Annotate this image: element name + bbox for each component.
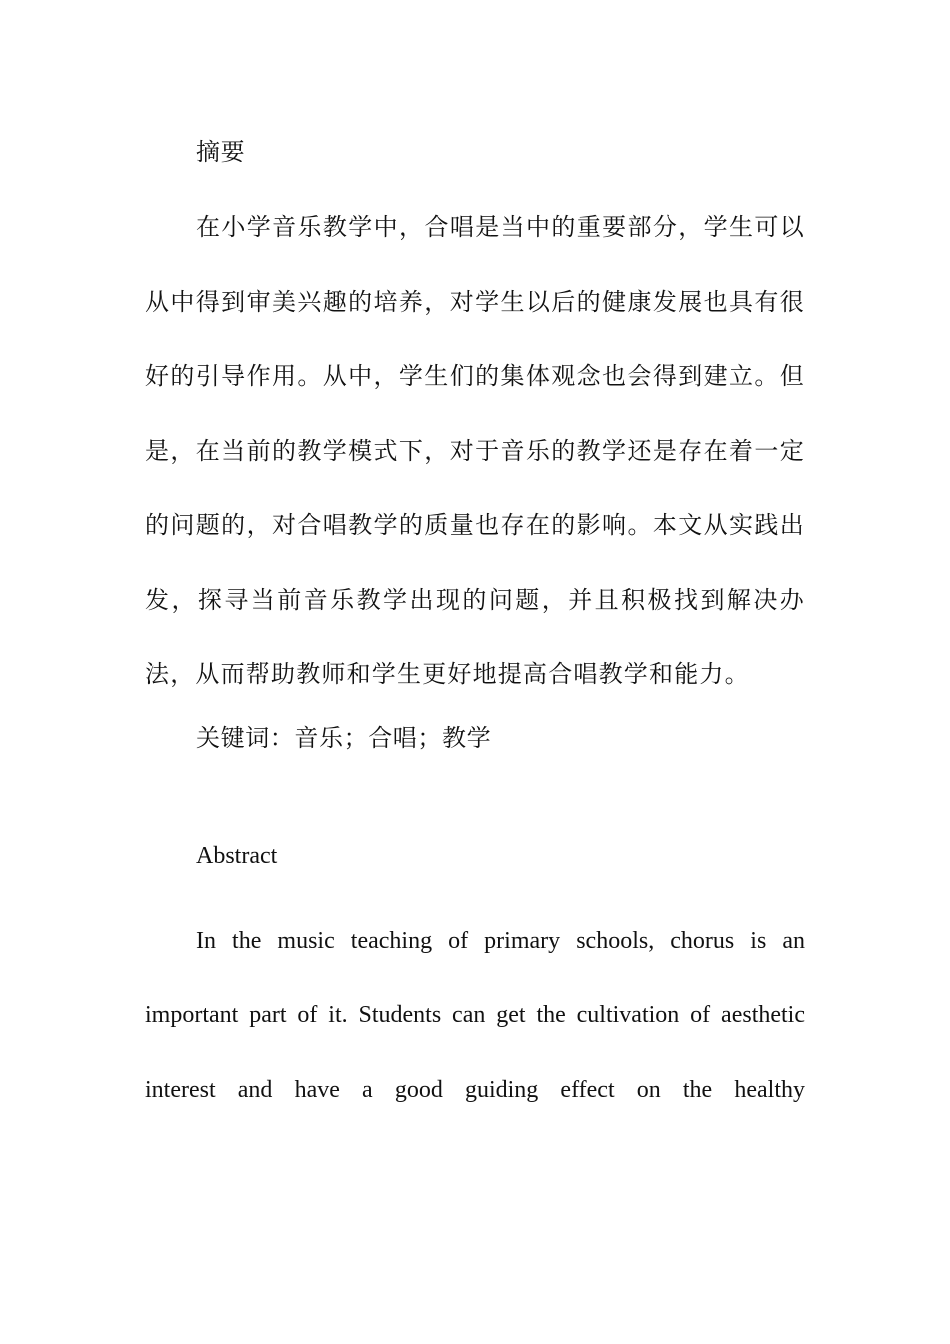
- chinese-keywords: 关键词：音乐；合唱；教学: [196, 723, 492, 752]
- document-body: [145, 132, 805, 1127]
- chinese-abstract-paragraph: 在小学音乐教学中，合唱是当中的重要部分，学生可以从中得到审美兴趣的培养，对学生以后的健康发展也具有很好的引导作用。从中，学生们的集体观念也会得到建立。但是，在当前的教学模式下，对于音乐的教学还是存在着一定的问题的，对合唱教学的质量也存在的影响。本文从实践出发，探寻当前音乐教学出现的问题，并且积极找到解决办法，从而帮助教师和学生更好地提高合唱教学和能力。: [145, 213, 805, 688]
- section-spacer: [145, 764, 805, 836]
- chinese-abstract-heading: 摘要: [196, 138, 246, 166]
- english-abstract-heading: Abstract: [196, 842, 278, 869]
- english-abstract-paragraph: In the music teaching of primary schools, chorus is an important part of it. Students can get the cultivation of aesthetic interest and have a good guiding effect on the healthy: [145, 927, 805, 1103]
